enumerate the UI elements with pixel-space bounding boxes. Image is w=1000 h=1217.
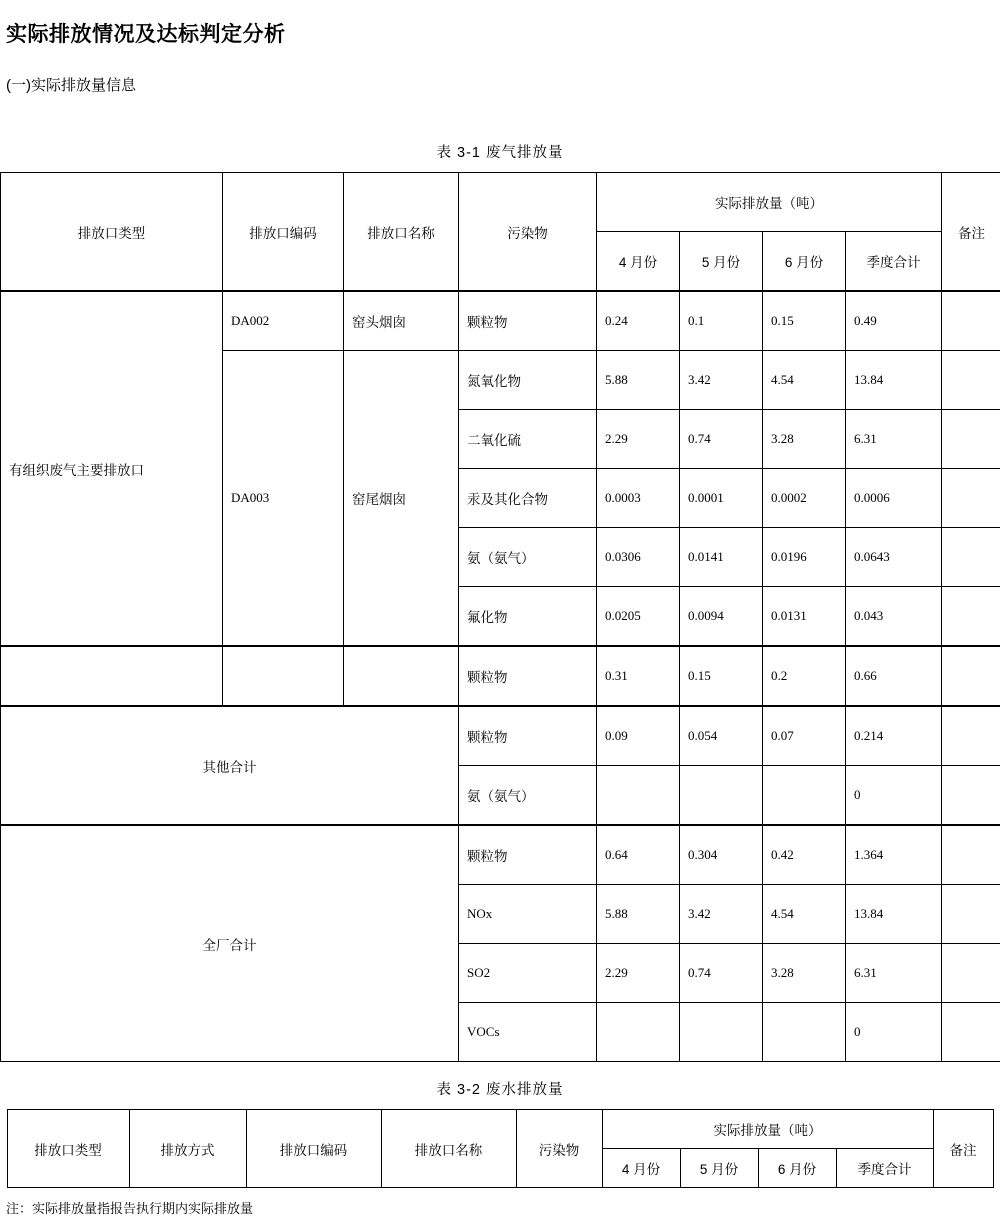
table-note: 注：实际排放量指报告执行期内实际排放量 bbox=[6, 1198, 1000, 1217]
cell-quarter: 0.66 bbox=[846, 646, 942, 706]
cell-m4: 0.31 bbox=[597, 646, 680, 706]
cell-m4: 2.29 bbox=[597, 944, 680, 1003]
cell-m6: 0.15 bbox=[763, 291, 846, 351]
cell-pollutant: SO2 bbox=[459, 944, 597, 1003]
cell-m5: 0.054 bbox=[680, 706, 763, 766]
table2-header-row-1 bbox=[7, 1110, 993, 1149]
cell-remark bbox=[942, 825, 1000, 885]
cell-remark bbox=[942, 410, 1000, 469]
cell-outlet-code: DA002 bbox=[223, 291, 344, 351]
cell-pollutant: 汞及其化合物 bbox=[459, 469, 597, 528]
cell-pollutant: 颗粒物 bbox=[459, 291, 597, 351]
th-remark: 备注 bbox=[942, 173, 1000, 292]
cell-remark bbox=[942, 587, 1000, 647]
cell-remark bbox=[942, 1003, 1000, 1062]
cell-m4: 2.29 bbox=[597, 410, 680, 469]
cell-m4: 0.64 bbox=[597, 825, 680, 885]
cell-quarter: 0.043 bbox=[846, 587, 942, 647]
cell-quarter: 6.31 bbox=[846, 944, 942, 1003]
cell-quarter: 1.364 bbox=[846, 825, 942, 885]
cell-m5: 3.42 bbox=[680, 885, 763, 944]
cell-m5: 0.15 bbox=[680, 646, 763, 706]
cell-m6: 3.28 bbox=[763, 944, 846, 1003]
cell-pollutant: 二氧化硫 bbox=[459, 410, 597, 469]
th-month-6: 6 月份 bbox=[758, 1149, 836, 1188]
th-month-5: 5 月份 bbox=[680, 1149, 758, 1188]
cell-pollutant: VOCs bbox=[459, 1003, 597, 1062]
cell-outlet-code bbox=[223, 646, 344, 706]
cell-m5 bbox=[680, 1003, 763, 1062]
th-outlet-code: 排放口编码 bbox=[246, 1110, 381, 1188]
cell-m6: 4.54 bbox=[763, 351, 846, 410]
cell-pollutant: 氨（氨气） bbox=[459, 766, 597, 826]
waste-water-emission-table bbox=[7, 1109, 994, 1188]
th-outlet-name: 排放口名称 bbox=[381, 1110, 516, 1188]
cell-pollutant: 颗粒物 bbox=[459, 646, 597, 706]
cell-m4: 0.0205 bbox=[597, 587, 680, 647]
cell-outlet-name: 窑头烟囱 bbox=[344, 291, 459, 351]
cell-remark bbox=[942, 944, 1000, 1003]
cell-m5: 0.74 bbox=[680, 944, 763, 1003]
cell-m4: 0.24 bbox=[597, 291, 680, 351]
cell-outlet-code: DA003 bbox=[223, 351, 344, 647]
cell-remark bbox=[942, 351, 1000, 410]
table-row bbox=[1, 291, 1000, 351]
cell-m4: 0.09 bbox=[597, 706, 680, 766]
cell-quarter: 0.0006 bbox=[846, 469, 942, 528]
cell-m6: 0.07 bbox=[763, 706, 846, 766]
cell-remark bbox=[942, 291, 1000, 351]
cell-quarter: 0.0643 bbox=[846, 528, 942, 587]
th-discharge-method: 排放方式 bbox=[129, 1110, 246, 1188]
cell-m6: 0.0196 bbox=[763, 528, 846, 587]
table1-header-row-1 bbox=[1, 173, 1000, 232]
th-outlet-code: 排放口编码 bbox=[223, 173, 344, 292]
cell-outlet-name: 窑尾烟囱 bbox=[344, 351, 459, 647]
cell-m5: 0.1 bbox=[680, 291, 763, 351]
cell-quarter: 6.31 bbox=[846, 410, 942, 469]
cell-quarter: 0.49 bbox=[846, 291, 942, 351]
th-month-4: 4 月份 bbox=[597, 232, 680, 292]
cell-m4: 0.0306 bbox=[597, 528, 680, 587]
th-remark: 备注 bbox=[933, 1110, 993, 1188]
cell-remark bbox=[942, 885, 1000, 944]
page-title: 实际排放情况及达标判定分析 bbox=[6, 18, 1000, 48]
cell-plant-total-label: 全厂合计 bbox=[1, 825, 459, 1062]
cell-m5: 3.42 bbox=[680, 351, 763, 410]
cell-other-total-label: 其他合计 bbox=[1, 706, 459, 825]
cell-quarter: 0 bbox=[846, 766, 942, 826]
table1-caption: 表 3-1 废气排放量 bbox=[0, 141, 1000, 162]
th-actual-emission: 实际排放量（吨） bbox=[597, 173, 942, 232]
cell-m4 bbox=[597, 1003, 680, 1062]
cell-quarter: 13.84 bbox=[846, 885, 942, 944]
cell-pollutant: 颗粒物 bbox=[459, 825, 597, 885]
cell-remark bbox=[942, 528, 1000, 587]
cell-remark bbox=[942, 469, 1000, 528]
cell-m6: 0.0131 bbox=[763, 587, 846, 647]
th-outlet-type: 排放口类型 bbox=[7, 1110, 129, 1188]
cell-quarter: 0 bbox=[846, 1003, 942, 1062]
cell-group-label: 有组织废气主要排放口 bbox=[1, 291, 223, 646]
cell-m5: 0.0094 bbox=[680, 587, 763, 647]
table-row bbox=[1, 706, 1000, 766]
cell-m6 bbox=[763, 766, 846, 826]
cell-outlet-name bbox=[344, 646, 459, 706]
table-row bbox=[1, 825, 1000, 885]
cell-m4: 5.88 bbox=[597, 351, 680, 410]
th-month-4: 4 月份 bbox=[602, 1149, 680, 1188]
cell-m4 bbox=[597, 766, 680, 826]
th-actual-emission: 实际排放量（吨） bbox=[602, 1110, 933, 1149]
table-row bbox=[1, 646, 1000, 706]
th-pollutant: 污染物 bbox=[516, 1110, 602, 1188]
cell-remark bbox=[942, 646, 1000, 706]
cell-m5: 0.0141 bbox=[680, 528, 763, 587]
table2-caption: 表 3-2 废水排放量 bbox=[0, 1078, 1000, 1099]
cell-m4: 5.88 bbox=[597, 885, 680, 944]
cell-m6: 0.0002 bbox=[763, 469, 846, 528]
waste-gas-emission-table bbox=[0, 172, 1000, 1062]
th-month-5: 5 月份 bbox=[680, 232, 763, 292]
cell-pollutant: 氨（氨气） bbox=[459, 528, 597, 587]
cell-m6: 0.42 bbox=[763, 825, 846, 885]
th-quarter-total: 季度合计 bbox=[836, 1149, 933, 1188]
cell-m6: 4.54 bbox=[763, 885, 846, 944]
cell-pollutant: 氮氧化物 bbox=[459, 351, 597, 410]
th-outlet-name: 排放口名称 bbox=[344, 173, 459, 292]
cell-m5: 0.304 bbox=[680, 825, 763, 885]
th-pollutant: 污染物 bbox=[459, 173, 597, 292]
cell-m6 bbox=[763, 1003, 846, 1062]
section-heading: (一)实际排放量信息 bbox=[6, 74, 1000, 95]
th-quarter-total: 季度合计 bbox=[846, 232, 942, 292]
cell-pollutant: NOx bbox=[459, 885, 597, 944]
cell-pollutant: 颗粒物 bbox=[459, 706, 597, 766]
cell-m5 bbox=[680, 766, 763, 826]
cell-outlet-type bbox=[1, 646, 223, 706]
cell-m6: 0.2 bbox=[763, 646, 846, 706]
th-month-6: 6 月份 bbox=[763, 232, 846, 292]
cell-m5: 0.74 bbox=[680, 410, 763, 469]
cell-quarter: 13.84 bbox=[846, 351, 942, 410]
cell-m6: 3.28 bbox=[763, 410, 846, 469]
cell-pollutant: 氟化物 bbox=[459, 587, 597, 647]
th-outlet-type: 排放口类型 bbox=[1, 173, 223, 292]
cell-remark bbox=[942, 766, 1000, 826]
cell-quarter: 0.214 bbox=[846, 706, 942, 766]
cell-m5: 0.0001 bbox=[680, 469, 763, 528]
cell-remark bbox=[942, 706, 1000, 766]
cell-m4: 0.0003 bbox=[597, 469, 680, 528]
